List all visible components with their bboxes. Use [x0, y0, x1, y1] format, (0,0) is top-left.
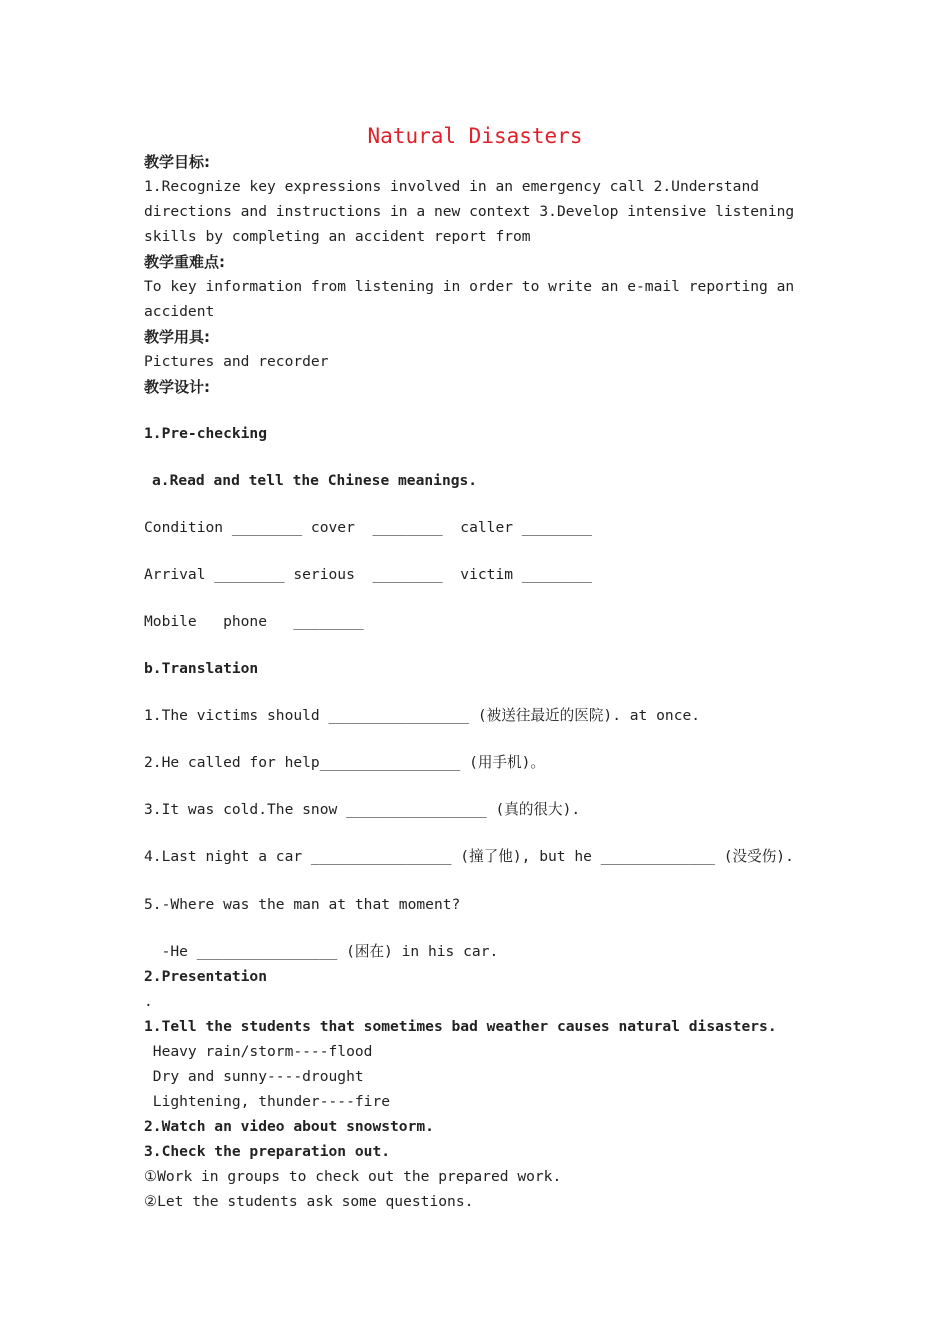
weather-pair: Lightening, thunder----fire	[144, 1093, 391, 1110]
goals-heading: 教学目标:	[144, 153, 210, 171]
translation-item: -He ________________ (困在) in his car.	[144, 943, 499, 960]
keypoints-line: To key information from listening in order to write an e-mail reporting an	[144, 278, 795, 295]
translation-item: 1.The victims should ________________ (被送往最近的医院). at once.	[144, 707, 701, 724]
presentation-step: 3.Check the preparation out.	[144, 1143, 391, 1160]
goals-line: directions and instructions in a new context 3.Develop intensive listening	[144, 203, 795, 220]
keypoints-line: accident	[144, 303, 215, 320]
tools-line: Pictures and recorder	[144, 353, 329, 370]
design-heading: 教学设计:	[144, 378, 210, 396]
document-title: Natural Disasters	[367, 124, 583, 148]
translation-item: 3.It was cold.The snow ________________ (真的很大).	[144, 801, 581, 818]
translation-item: 4.Last night a car ________________ (撞了他), but he _____________ (没受伤).	[144, 848, 794, 865]
prechecking-heading: 1.Pre-checking	[144, 425, 268, 442]
translation-item: 5.-Where was the man at that moment?	[144, 896, 461, 913]
prechecking-sub-a: a.Read and tell the Chinese meanings.	[152, 472, 478, 489]
translation-item: 2.He called for help________________ (用手机)。	[144, 754, 546, 771]
goals-line: skills by completing an accident report from	[144, 228, 531, 245]
presentation-step: 1.Tell the students that sometimes bad weather causes natural disasters.	[144, 1018, 777, 1035]
vocab-row: Condition ________ cover ________ caller ________	[144, 519, 593, 536]
goals-line: 1.Recognize key expressions involved in an emergency call 2.Understand	[144, 178, 760, 195]
weather-pair: Heavy rain/storm----flood	[144, 1043, 373, 1060]
vocab-row: Arrival ________ serious ________ victim ________	[144, 566, 593, 583]
vocab-row: Mobile phone ________	[144, 613, 364, 630]
tools-heading: 教学用具:	[144, 328, 210, 346]
prechecking-sub-b: b.Translation	[144, 660, 259, 677]
keypoints-heading: 教学重难点:	[144, 253, 225, 271]
presentation-sub-step: ①Work in groups to check out the prepared work.	[144, 1168, 562, 1185]
presentation-dot: .	[144, 993, 153, 1010]
weather-pair: Dry and sunny----drought	[144, 1068, 364, 1085]
presentation-sub-step: ②Let the students ask some questions.	[144, 1193, 474, 1210]
presentation-step: 2.Watch an video about snowstorm.	[144, 1118, 434, 1135]
presentation-heading: 2.Presentation	[144, 968, 268, 985]
